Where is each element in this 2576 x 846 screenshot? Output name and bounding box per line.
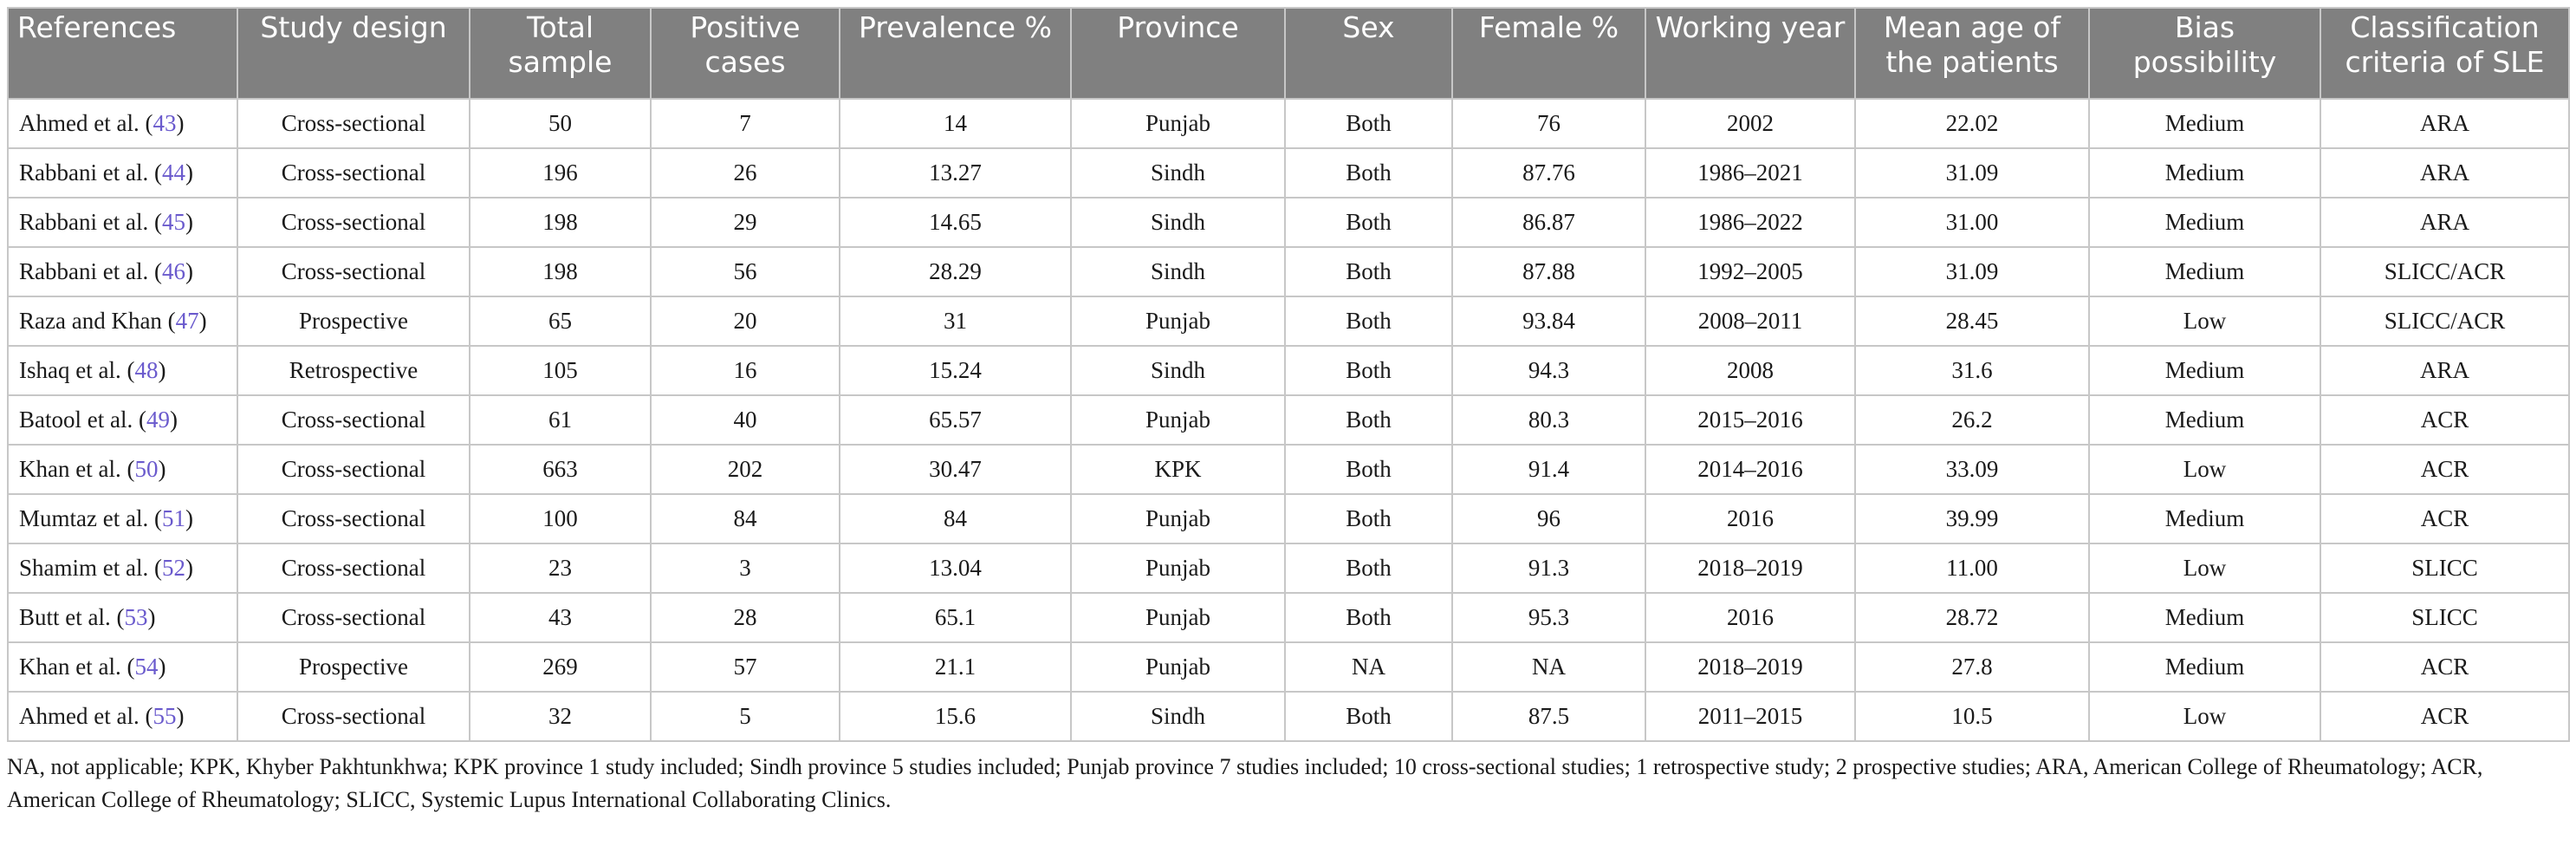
table-row [8, 247, 2569, 296]
reference-close: ) [185, 258, 193, 284]
bias-cell: Medium [2089, 198, 2320, 247]
sex-cell: Both [1285, 346, 1452, 395]
positive-cases-cell: 40 [651, 395, 840, 445]
table-row [8, 445, 2569, 494]
mean-age-cell: 11.00 [1855, 543, 2089, 593]
working-year-cell: 2016 [1645, 494, 1855, 543]
positive-cases-cell: 26 [651, 148, 840, 198]
reference-close: ) [185, 505, 193, 531]
province-cell: Sindh [1071, 198, 1285, 247]
table-row [8, 198, 2569, 247]
header-positive-cases: Positive cases [651, 8, 840, 99]
citation-link[interactable]: 54 [134, 654, 159, 680]
header-working-year: Working year [1645, 8, 1855, 99]
mean-age-cell: 31.00 [1855, 198, 2089, 247]
reference-cell [8, 99, 237, 148]
criteria-cell: SLICC [2320, 593, 2569, 642]
mean-age-cell: 39.99 [1855, 494, 2089, 543]
citation-link[interactable]: 53 [124, 604, 148, 630]
header-sex: Sex [1285, 8, 1452, 99]
reference-author: Ahmed et al. ( [19, 110, 153, 136]
female-percent-cell: 80.3 [1452, 395, 1645, 445]
female-percent-cell: 95.3 [1452, 593, 1645, 642]
reference-cell [8, 296, 237, 346]
reference-close: ) [147, 604, 156, 630]
female-percent-cell: 87.76 [1452, 148, 1645, 198]
table-row [8, 494, 2569, 543]
province-cell: Sindh [1071, 148, 1285, 198]
criteria-cell: SLICC [2320, 543, 2569, 593]
prevalence-cell: 84 [840, 494, 1071, 543]
study-design-cell: Retrospective [237, 346, 470, 395]
table-row [8, 148, 2569, 198]
province-cell: Sindh [1071, 692, 1285, 741]
header-prevalence: Prevalence % [840, 8, 1071, 99]
prevalence-cell: 65.1 [840, 593, 1071, 642]
female-percent-cell: 96 [1452, 494, 1645, 543]
working-year-cell: 2011–2015 [1645, 692, 1855, 741]
reference-close: ) [158, 357, 166, 383]
reference-cell [8, 494, 237, 543]
prevalence-cell: 14 [840, 99, 1071, 148]
table-row [8, 642, 2569, 692]
total-sample-cell: 100 [470, 494, 651, 543]
bias-cell: Low [2089, 692, 2320, 741]
bias-cell: Medium [2089, 642, 2320, 692]
citation-link[interactable]: 49 [146, 407, 170, 433]
mean-age-cell: 31.6 [1855, 346, 2089, 395]
reference-author: Raza and Khan ( [19, 308, 176, 334]
study-design-cell: Prospective [237, 296, 470, 346]
reference-close: ) [198, 308, 207, 334]
table-row [8, 692, 2569, 741]
sex-cell: Both [1285, 296, 1452, 346]
reference-author: Mumtaz et al. ( [19, 505, 162, 531]
total-sample-cell: 198 [470, 198, 651, 247]
reference-close: ) [158, 456, 166, 482]
header-female-percent: Female % [1452, 8, 1645, 99]
working-year-cell: 2015–2016 [1645, 395, 1855, 445]
female-percent-cell: NA [1452, 642, 1645, 692]
bias-cell: Medium [2089, 395, 2320, 445]
criteria-cell: SLICC/ACR [2320, 247, 2569, 296]
reference-cell [8, 543, 237, 593]
prevalence-cell: 65.57 [840, 395, 1071, 445]
mean-age-cell: 31.09 [1855, 247, 2089, 296]
header-total-sample: Total sample [470, 8, 651, 99]
reference-author: Khan et al. ( [19, 654, 135, 680]
working-year-cell: 2018–2019 [1645, 543, 1855, 593]
reference-close: ) [158, 654, 166, 680]
reference-author: Ishaq et al. ( [19, 357, 135, 383]
prevalence-cell: 30.47 [840, 445, 1071, 494]
header-references: References [8, 8, 237, 99]
working-year-cell: 2018–2019 [1645, 642, 1855, 692]
positive-cases-cell: 28 [651, 593, 840, 642]
reference-author: Rabbani et al. ( [19, 209, 162, 235]
female-percent-cell: 94.3 [1452, 346, 1645, 395]
working-year-cell: 1986–2021 [1645, 148, 1855, 198]
reference-close: ) [169, 407, 178, 433]
sex-cell: NA [1285, 642, 1452, 692]
positive-cases-cell: 5 [651, 692, 840, 741]
reference-author: Ahmed et al. ( [19, 703, 153, 729]
table-row [8, 296, 2569, 346]
citation-link[interactable]: 48 [134, 357, 159, 383]
reference-cell [8, 247, 237, 296]
citation-link[interactable]: 44 [161, 159, 185, 185]
prevalence-cell: 14.65 [840, 198, 1071, 247]
bias-cell: Medium [2089, 494, 2320, 543]
sex-cell: Both [1285, 445, 1452, 494]
study-design-cell: Cross-sectional [237, 395, 470, 445]
reference-cell [8, 346, 237, 395]
criteria-cell: ACR [2320, 642, 2569, 692]
reference-close: ) [176, 703, 185, 729]
province-cell: Punjab [1071, 494, 1285, 543]
study-design-cell: Cross-sectional [237, 494, 470, 543]
citation-link[interactable]: 51 [161, 505, 185, 531]
female-percent-cell: 91.4 [1452, 445, 1645, 494]
positive-cases-cell: 29 [651, 198, 840, 247]
reference-author: Shamim et al. ( [19, 555, 162, 581]
bias-cell: Low [2089, 543, 2320, 593]
reference-author: Batool et al. ( [19, 407, 146, 433]
positive-cases-cell: 202 [651, 445, 840, 494]
table-row [8, 593, 2569, 642]
criteria-cell: ACR [2320, 445, 2569, 494]
criteria-cell: ACR [2320, 692, 2569, 741]
total-sample-cell: 50 [470, 99, 651, 148]
positive-cases-cell: 3 [651, 543, 840, 593]
female-percent-cell: 87.88 [1452, 247, 1645, 296]
province-cell: Punjab [1071, 395, 1285, 445]
study-design-cell: Cross-sectional [237, 247, 470, 296]
prevalence-cell: 13.04 [840, 543, 1071, 593]
working-year-cell: 1986–2022 [1645, 198, 1855, 247]
province-cell: Sindh [1071, 346, 1285, 395]
total-sample-cell: 61 [470, 395, 651, 445]
total-sample-cell: 269 [470, 642, 651, 692]
positive-cases-cell: 56 [651, 247, 840, 296]
table-row [8, 99, 2569, 148]
female-percent-cell: 76 [1452, 99, 1645, 148]
prevalence-cell: 15.6 [840, 692, 1071, 741]
bias-cell: Medium [2089, 346, 2320, 395]
reference-close: ) [185, 555, 193, 581]
citation-link[interactable]: 47 [175, 308, 199, 334]
sex-cell: Both [1285, 99, 1452, 148]
header-province: Province [1071, 8, 1285, 99]
female-percent-cell: 93.84 [1452, 296, 1645, 346]
study-table-container [7, 7, 2568, 817]
province-cell: Sindh [1071, 247, 1285, 296]
positive-cases-cell: 16 [651, 346, 840, 395]
positive-cases-cell: 7 [651, 99, 840, 148]
table-row [8, 395, 2569, 445]
header-row [8, 8, 2569, 99]
study-design-cell: Cross-sectional [237, 593, 470, 642]
reference-cell [8, 445, 237, 494]
study-design-cell: Cross-sectional [237, 692, 470, 741]
female-percent-cell: 86.87 [1452, 198, 1645, 247]
total-sample-cell: 196 [470, 148, 651, 198]
study-design-cell: Cross-sectional [237, 543, 470, 593]
citation-link[interactable]: 52 [161, 555, 185, 581]
working-year-cell: 1992–2005 [1645, 247, 1855, 296]
total-sample-cell: 23 [470, 543, 651, 593]
positive-cases-cell: 57 [651, 642, 840, 692]
bias-cell: Low [2089, 445, 2320, 494]
criteria-cell: ARA [2320, 99, 2569, 148]
criteria-cell: ACR [2320, 494, 2569, 543]
sex-cell: Both [1285, 247, 1452, 296]
bias-cell: Medium [2089, 247, 2320, 296]
mean-age-cell: 22.02 [1855, 99, 2089, 148]
header-classification-criteria: Classification criteria of SLE [2320, 8, 2569, 99]
bias-cell: Medium [2089, 593, 2320, 642]
criteria-cell: ARA [2320, 346, 2569, 395]
working-year-cell: 2008 [1645, 346, 1855, 395]
criteria-cell: ACR [2320, 395, 2569, 445]
province-cell: KPK [1071, 445, 1285, 494]
sex-cell: Both [1285, 593, 1452, 642]
total-sample-cell: 32 [470, 692, 651, 741]
province-cell: Punjab [1071, 99, 1285, 148]
reference-close: ) [185, 159, 193, 185]
criteria-cell: ARA [2320, 148, 2569, 198]
total-sample-cell: 65 [470, 296, 651, 346]
reference-cell [8, 642, 237, 692]
criteria-cell: ARA [2320, 198, 2569, 247]
table-footnote: NA, not applicable; KPK, Khyber Pakhtunkhwa; KPK province 1 study included; Sindh province 5 studies included; Punjab province 7 studies included; 10 cross-sectional studies; 1 retrospective study; 2 prospective studies; ARA, American College of Rheumatology; ACR, American College of Rheumatology; SLICC, Systemic Lupus International Collaborating Clinics. [7, 754, 2483, 812]
reference-cell [8, 198, 237, 247]
citation-link[interactable]: 46 [161, 258, 185, 284]
reference-cell [8, 395, 237, 445]
working-year-cell: 2008–2011 [1645, 296, 1855, 346]
reference-cell [8, 593, 237, 642]
working-year-cell: 2014–2016 [1645, 445, 1855, 494]
prevalence-cell: 28.29 [840, 247, 1071, 296]
mean-age-cell: 10.5 [1855, 692, 2089, 741]
total-sample-cell: 198 [470, 247, 651, 296]
total-sample-cell: 43 [470, 593, 651, 642]
province-cell: Punjab [1071, 593, 1285, 642]
prevalence-cell: 21.1 [840, 642, 1071, 692]
study-design-cell: Cross-sectional [237, 198, 470, 247]
reference-author: Khan et al. ( [19, 456, 135, 482]
bias-cell: Medium [2089, 148, 2320, 198]
bias-cell: Medium [2089, 99, 2320, 148]
bias-cell: Low [2089, 296, 2320, 346]
sex-cell: Both [1285, 395, 1452, 445]
working-year-cell: 2016 [1645, 593, 1855, 642]
criteria-cell: SLICC/ACR [2320, 296, 2569, 346]
study-table [7, 7, 2570, 742]
working-year-cell: 2002 [1645, 99, 1855, 148]
positive-cases-cell: 20 [651, 296, 840, 346]
table-row [8, 346, 2569, 395]
study-design-cell: Cross-sectional [237, 148, 470, 198]
positive-cases-cell: 84 [651, 494, 840, 543]
reference-close: ) [185, 209, 193, 235]
prevalence-cell: 13.27 [840, 148, 1071, 198]
study-design-cell: Cross-sectional [237, 445, 470, 494]
reference-author: Rabbani et al. ( [19, 159, 162, 185]
sex-cell: Both [1285, 543, 1452, 593]
mean-age-cell: 27.8 [1855, 642, 2089, 692]
citation-link[interactable]: 55 [152, 703, 177, 729]
header-bias-possibility: Bias possibility [2089, 8, 2320, 99]
reference-author: Rabbani et al. ( [19, 258, 162, 284]
citation-link[interactable]: 45 [161, 209, 185, 235]
province-cell: Punjab [1071, 543, 1285, 593]
mean-age-cell: 31.09 [1855, 148, 2089, 198]
header-mean-age: Mean age of the patients [1855, 8, 2089, 99]
header-study-design: Study design [237, 8, 470, 99]
table-body [8, 99, 2569, 741]
study-design-cell: Prospective [237, 642, 470, 692]
province-cell: Punjab [1071, 642, 1285, 692]
mean-age-cell: 33.09 [1855, 445, 2089, 494]
prevalence-cell: 15.24 [840, 346, 1071, 395]
reference-close: ) [176, 110, 185, 136]
study-design-cell: Cross-sectional [237, 99, 470, 148]
mean-age-cell: 26.2 [1855, 395, 2089, 445]
sex-cell: Both [1285, 692, 1452, 741]
total-sample-cell: 105 [470, 346, 651, 395]
mean-age-cell: 28.72 [1855, 593, 2089, 642]
female-percent-cell: 87.5 [1452, 692, 1645, 741]
reference-cell [8, 692, 237, 741]
reference-author: Butt et al. ( [19, 604, 125, 630]
table-row [8, 543, 2569, 593]
sex-cell: Both [1285, 494, 1452, 543]
citation-link[interactable]: 43 [152, 110, 177, 136]
sex-cell: Both [1285, 198, 1452, 247]
total-sample-cell: 663 [470, 445, 651, 494]
province-cell: Punjab [1071, 296, 1285, 346]
sex-cell: Both [1285, 148, 1452, 198]
reference-cell [8, 148, 237, 198]
prevalence-cell: 31 [840, 296, 1071, 346]
mean-age-cell: 28.45 [1855, 296, 2089, 346]
citation-link[interactable]: 50 [134, 456, 159, 482]
female-percent-cell: 91.3 [1452, 543, 1645, 593]
